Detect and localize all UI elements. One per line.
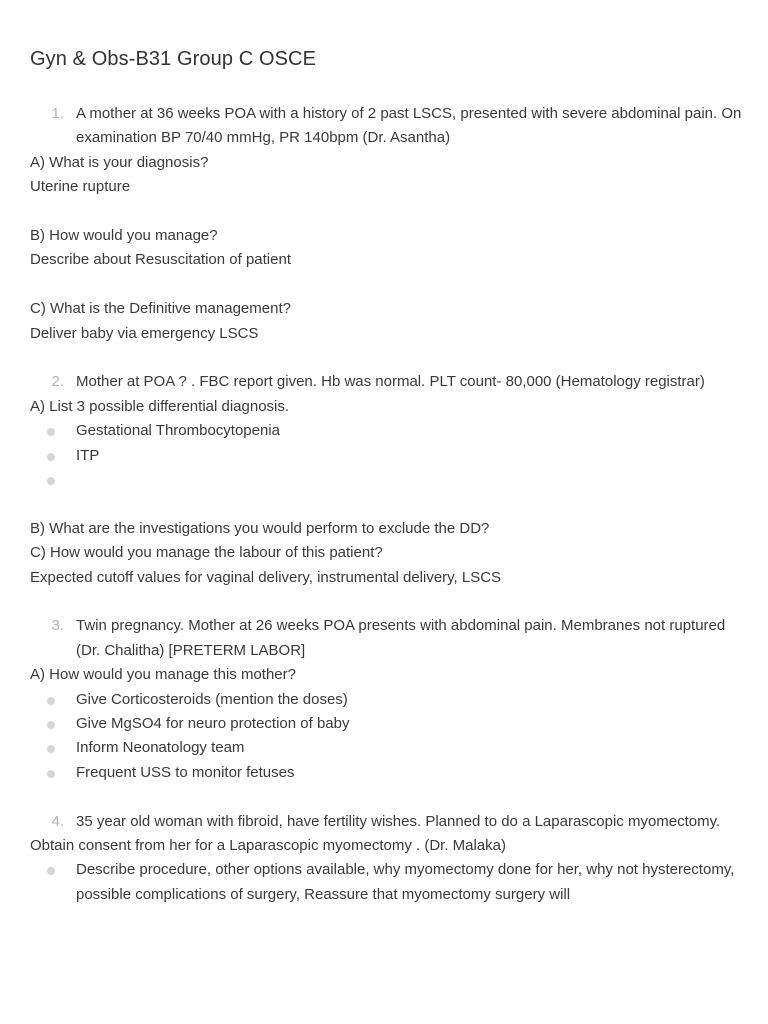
bullet-icon: [47, 867, 55, 875]
list-item: [30, 419, 742, 443]
spacer: [30, 200, 742, 224]
question-1-answer-c: Deliver baby via emergency LSCS: [30, 324, 259, 342]
list-item: [30, 712, 742, 736]
list-item-text: Inform Neonatology team: [76, 739, 245, 757]
question-text: Twin pregnancy. Mother at 26 weeks POA presents with abdominal pain. Membranes not ruptured (Dr. Chalitha) [PRETERM LABOR]: [76, 617, 726, 659]
list-item-text: Describe procedure, other options available, why myomectomy done for her, why not hysterectomy, possible complications of surgery, Reassure that myomectomy surgery will: [76, 861, 735, 903]
spacer: [30, 590, 742, 614]
list-item: [30, 444, 742, 468]
question-3-part-a: A) How would you manage this mother?: [30, 666, 296, 684]
list-number: 2.: [51, 373, 64, 391]
bullet-icon: [47, 721, 55, 729]
list-item: [30, 688, 742, 712]
spacer: [30, 273, 742, 297]
question-1-answer-a: Uterine rupture: [30, 178, 131, 196]
bullet-icon: [47, 745, 55, 753]
question-1-part-c: C) What is the Definitive management?: [30, 300, 291, 318]
question-1-answer-b: Describe about Resuscitation of patient: [30, 251, 291, 269]
list-item: [30, 858, 742, 907]
question-3-stem: [30, 614, 742, 663]
question-2-stem: [30, 370, 742, 394]
list-item: [30, 468, 742, 492]
question-2-part-a: A) List 3 possible differential diagnosis.: [30, 397, 290, 415]
list-item: [30, 761, 742, 785]
spacer: [30, 785, 742, 809]
list-item-text: ITP: [76, 446, 100, 464]
question-1-part-b: B) How would you manage?: [30, 227, 218, 245]
question-1-stem: [30, 102, 742, 151]
list-item-text: Frequent USS to monitor fetuses: [76, 763, 295, 781]
bullet-icon: [47, 453, 55, 461]
list-item-text: Gestational Thrombocytopenia: [76, 422, 281, 440]
list-number: 4.: [51, 812, 64, 830]
question-text: A mother at 36 weeks POA with a history of 2 past LSCS, presented with severe abdominal pain. On examination BP 70/40 mmHg, PR 140bpm (Dr. Asantha): [76, 105, 742, 147]
question-2-answer-c: Expected cutoff values for vaginal delivery, instrumental delivery, LSCS: [30, 568, 502, 586]
spacer: [30, 492, 742, 516]
document-title: Gyn & Obs-B31 Group C OSCE: [30, 48, 317, 70]
document-body: [30, 102, 742, 907]
list-number: 3.: [51, 617, 64, 635]
question-1-part-a: A) What is your diagnosis?: [30, 153, 209, 171]
question-4-task: Obtain consent from her for a Laparascopic myomectomy . (Dr. Malaka): [30, 837, 507, 855]
spacer: [30, 346, 742, 370]
question-4-stem: [30, 810, 742, 834]
list-number: 1.: [51, 105, 64, 122]
list-item-text: Give Corticosteroids (mention the doses): [76, 690, 348, 708]
question-text: 35 year old woman with fibroid, have fertility wishes. Planned to do a Laparascopic myomectomy.: [76, 812, 721, 830]
bullet-icon: [47, 770, 55, 778]
list-item: [30, 736, 742, 760]
list-item-text: Give MgSO4 for neuro protection of baby: [76, 715, 350, 733]
bullet-icon: [47, 428, 55, 436]
question-text: Mother at POA ? . FBC report given. Hb was normal. PLT count- 80,000 (Hematology registrar): [76, 373, 705, 391]
question-2-part-b: B) What are the investigations you would perform to exclude the DD?: [30, 519, 490, 537]
bullet-icon: [47, 477, 55, 485]
question-2-part-c: C) How would you manage the labour of this patient?: [30, 544, 383, 562]
bullet-icon: [47, 697, 55, 705]
